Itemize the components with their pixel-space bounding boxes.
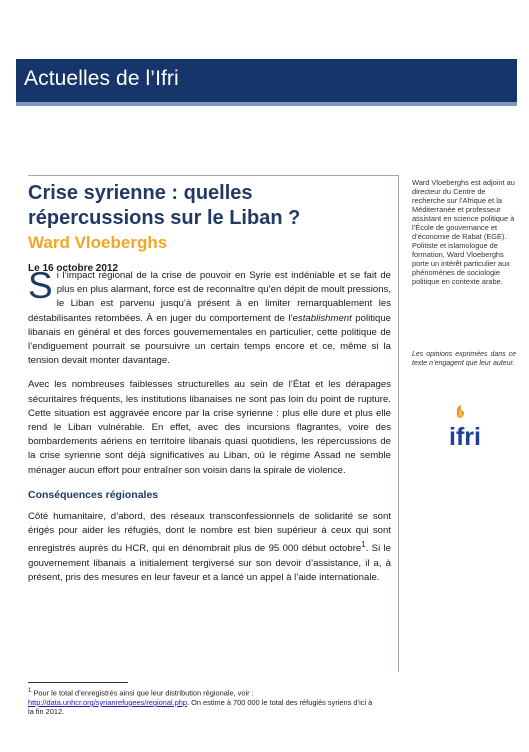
footnote-rule [28,682,128,683]
publication-title: Actuelles de l’Ifri [24,67,179,90]
ifri-logo [448,405,488,455]
article-title: Crise syrienne : quelles répercussions sur le Liban ? [28,182,301,229]
publication-date: Le 16 octobre 2012 [28,263,119,274]
section-heading: Conséquences régionales [28,488,159,501]
paragraph-2: Avec les nombreuses faiblesses structurelles au sein de l’État et les dérapages sécuritaires fréquents, les institutions libanaises ne sont pas loin du point de rupture. Cette situation est aggravée encore par la crise syrienne : plus elle dure et plus elle rend le Liban vulnérable. En effet, avec des incursions flagrantes, voire des bombardements aériens en territoire libanais quasi quotidiens, les répercussions de la crise syrienne sont déjà significatives au Liban, où le régime Assad ne semble ménager aucun effort pour entraîner son voisin dans la spirale de violence. [28,379,391,476]
paragraph-text: Côté humanitaire, d’abord, des réseaux transconfessionnels de solidarité se sont érigés pour aider les réfugiés, dont le nombre est bien supérieur à ceux qui sont enregistrés auprès du HCR, qui en dénombrait plus de 95 000 début octobre [28,511,391,555]
footnote-reference[interactable]: 1 [361,540,366,550]
footnote-number: 1 [28,687,32,694]
header-banner [16,59,517,106]
paragraph-text: i l’impact régional de la crise de pouvoir en Syrie est indéniable et se fait de plus en plus alarmant, force est de reconnaître qu’en dépit de moult pressions, le Liban est parvenu jusqu’à présent à en limiter remarquablement les déstabilisantes retombées. À en juger du comportement de l’ [28,270,391,324]
author-name: Ward Vloeberghs [28,233,168,252]
paragraph-text: politique libanais en général et des forces gouvernementales en particulier, cette politique de l’endiguement pourrait se poursuivre un certain temps encore et ce, même si la tension devait monter davantage. [28,312,392,367]
title-rule [28,175,398,176]
footnote-link[interactable]: http://data.unhcr.org/syrianrefugees/regional.php [28,697,188,707]
footnote-text: . On estime à 700 000 le total des réfugiés syriens d’ici à la fin 2012. [28,697,373,717]
paragraph-3 [28,510,391,585]
paragraph-text: . Si le gouvernement libanais a initialement tergiversé sur son devoir d’assistance, il a, à présent, pris des mesures en leur faveur et a lancé un appel à l’aide internationale. [28,543,391,584]
emphasis-text: establishment [292,312,352,324]
footnote [28,686,378,717]
author-bio: Ward Vloeberghs est adjoint au directeur du Centre de recherche sur l’Afrique et la Méditerranée et professeur assistant en science politique à l’École de gouvernance et d’économie de Rabat (EGE). Politiste et islamologue de formation, Ward Vloeberghs porte un intérêt particulier aux phénomènes de sociologie politique en contexte arabe. [412,178,515,286]
logo-text: ifri [449,423,481,451]
footnote-text: Pour le total d’enregistrés ainsi que leur distribution régionale, voir : [31,688,254,698]
drop-cap: S [28,265,53,306]
column-divider [398,175,399,672]
disclaimer: Les opinions exprimées dans ce texte n’engagent que leur auteur. [412,351,516,367]
flame-icon [457,405,464,418]
